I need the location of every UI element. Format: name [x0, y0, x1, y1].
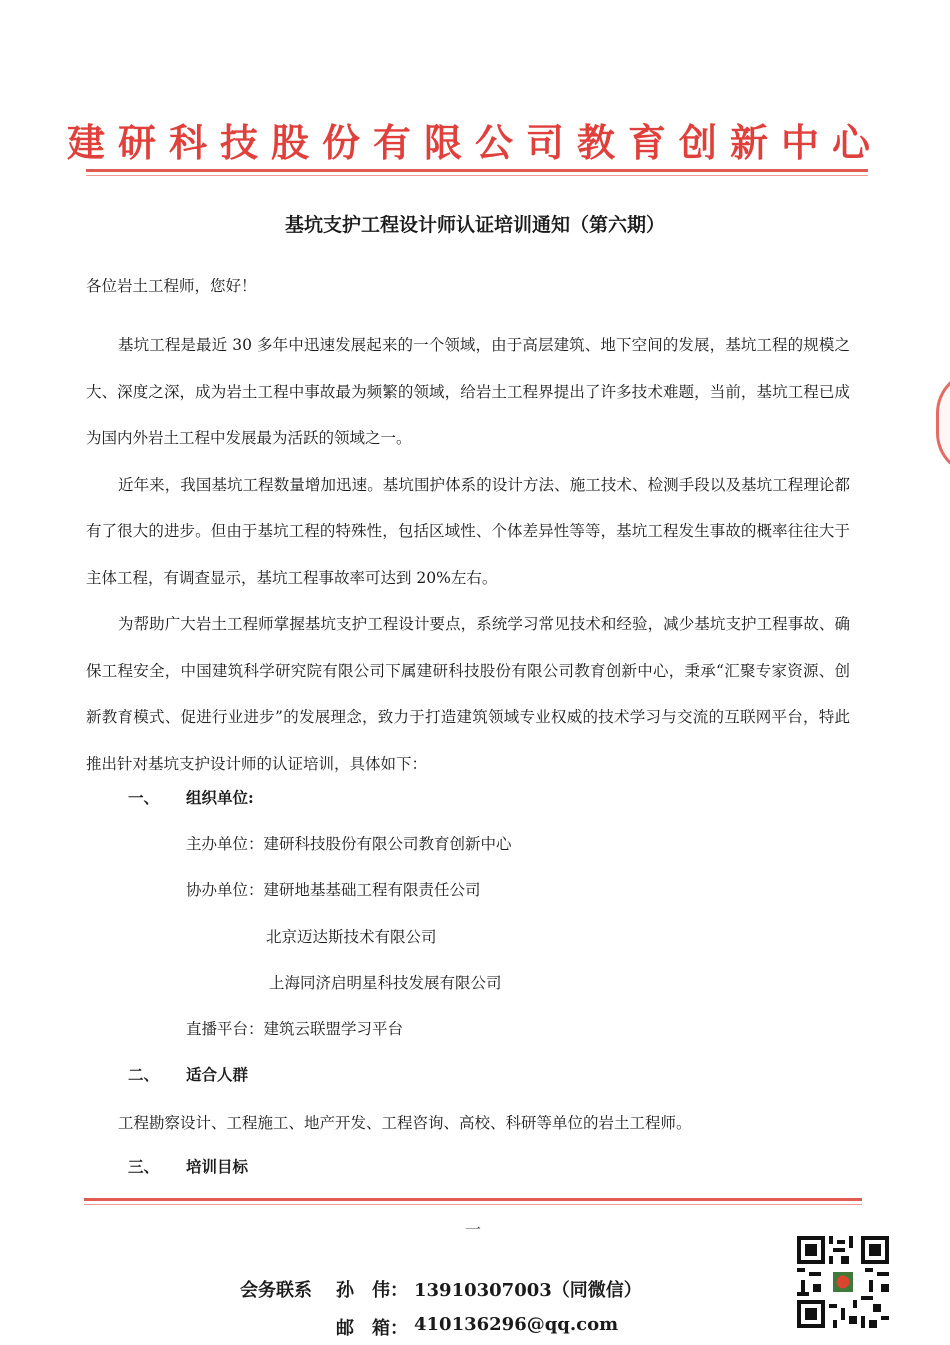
body-text: [86, 322, 850, 787]
live-platform: 直播平台：建筑云联盟学习平台: [186, 1020, 404, 1038]
co-organizer-1: 协办单位：建研地基基础工程有限责任公司: [186, 881, 481, 899]
header-divider-thin: [86, 175, 868, 176]
contact-phone: 13910307003（同微信）: [414, 1280, 642, 1301]
email-address: 410136296@qq.com: [414, 1314, 619, 1335]
document-title: 基坑支护工程设计师认证培训通知（第六期）: [284, 214, 665, 236]
target-audience: 工程勘察设计、工程施工、地产开发、工程咨询、高校、科研等单位的岩土工程师。: [118, 1114, 692, 1132]
paragraph-1: 基坑工程是最近 30 多年中迅速发展起来的一个领域，由于高层建筑、地下空间的发展，基坑工程的规模之大、深度之深，成为岩土工程中事故最为频繁的领域，给岩土工程界提出了许多技术难题，当前，基坑工程已成为国内外岩土工程中发展最为活跃的领域之一。: [86, 336, 850, 447]
header-divider: [86, 169, 868, 172]
paragraph-3: 为帮助广大岩土工程师掌握基坑支护工程设计要点，系统学习常见技术和经验，减少基坑支护工程事故、确保工程安全，中国建筑科学研究院有限公司下属建研科技股份有限公司教育创新中心，秉承“汇聚专家资源、创新教育模式、促进行业进步”的发展理念，致力于打造建筑领域专业权威的技术学习与交流的互联网平台，特此推出针对基坑支护设计师的认证培训，具体如下：: [86, 615, 850, 773]
qr-code-icon[interactable]: [797, 1236, 889, 1328]
footer-divider-thin: [84, 1204, 862, 1205]
organization-title: 建研科技股份有限公司教育创新中心: [66, 121, 883, 165]
section-3-number: 三、: [128, 1157, 160, 1176]
footer-divider: [84, 1198, 862, 1201]
email-label: 邮 箱：: [336, 1318, 408, 1339]
co-organizer-3: 上海同济启明星科技发展有限公司: [269, 974, 502, 992]
section-3-title: 培训目标: [186, 1157, 249, 1176]
red-seal-stamp: [936, 370, 950, 476]
section-1-number: 一、: [128, 788, 160, 807]
section-1-title: 组织单位:: [186, 788, 254, 807]
contact-name: 孙 伟：: [336, 1280, 408, 1301]
section-2-title: 适合人群: [186, 1065, 249, 1084]
host-unit: 主办单位：建研科技股份有限公司教育创新中心: [186, 835, 512, 853]
page-number: 一: [465, 1220, 482, 1239]
co-organizer-2: 北京迈达斯技术有限公司: [266, 928, 437, 946]
section-2-number: 二、: [128, 1065, 160, 1084]
greeting: 各位岩土工程师，您好！: [86, 277, 257, 295]
paragraph-2: 近年来，我国基坑工程数量增加迅速。基坑围护体系的设计方法、施工技术、检测手段以及基坑工程理论都有了很大的进步。但由于基坑工程的特殊性，包括区域性、个体差异性等等，基坑工程发生事故的概率往往大于主体工程，有调查显示，基坑工程事故率可达到 20%左右。: [86, 475, 850, 587]
contact-label: 会务联系: [240, 1280, 312, 1301]
